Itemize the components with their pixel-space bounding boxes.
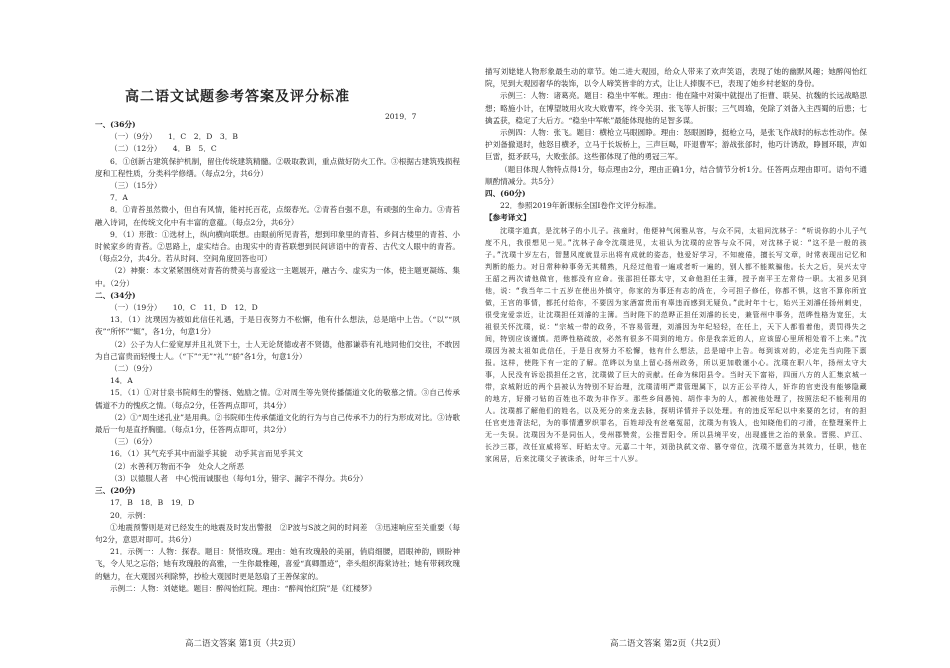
answer-column-left <box>95 119 460 595</box>
answer-line: 22．参照2019年新课标全国Ⅰ卷作文评分标准。 <box>500 201 662 211</box>
answer-line: （2）水善利万物而不争 处众人之所恶 <box>110 461 244 471</box>
answer-line: 6．①创新古建筑保护机制，留住传统建筑精髓。②吸取教训，重点做好防火工作。③根据古建筑残损程度和工程性质，分类科学修缮。（每点2分，共6分） <box>95 156 460 178</box>
page-footer-2: 高二语文答案 第2页（共2页） <box>610 639 726 649</box>
page-title: 高二语文试题参考答案及评分标准 <box>125 89 350 105</box>
answer-line: （二）（12分） 4．B 5．C <box>110 144 217 154</box>
answer-line: （3）以德服人者 中心悦而诚服也（每句1分，错字、漏字不得分。共6分） <box>110 473 368 483</box>
section-heading: 【参考译文】 <box>485 213 531 223</box>
answer-line: 示例二：人物：刘姥姥。题目：醉闯怡红院。理由：“醉闯怡红院”是《红楼梦》 <box>110 583 376 593</box>
answer-line: 21．示例一：人物：探春。题目：贤惜玫瑰。理由：她有玫瑰般的美丽，俏肩细腰，眉眼神韵，顾盼神飞，令人见之忘俗；她有玫瑰般的高雅，一生你最雅趣，喜爱“真卿墨迹”，牵头组织海棠诗社；她有带刺玫瑰的魅力，在大观园兴利除弊，抄检大观园时更是怒扇了王善保家的。 <box>95 547 460 581</box>
answer-line: 示例三：人物：诸葛亮。题目：稳坐中军帐。理由：他在隆中对策中就提出了拒曹、联吴、抗魏的长远战略思想；略施小计，在博望坡用火攻大败曹军，终令关羽、张飞等人折服；三气周瑜，免除了刘备入主西蜀的后患；七擒孟获，稳定了大后方。“稳坐中军帐”最能体现他的足智多谋。 <box>485 91 867 125</box>
answer-line: 7．A <box>110 193 128 203</box>
answer-column-right <box>485 66 867 465</box>
answer-line: 示例四：人物：张飞。题目：横枪立马眼圆睁。理由：怒眼圆睁，挺枪立马，是张飞作战时的标志性动作。保护刘备撤退时，他怒目横矛，立马于长坂桥上，三声巨喝，吓退曹军；游战张郃时，他巧计诱敌，睁圆环眼，声如巨雷，挺矛跃马，大败张郃。这些都体现了他的勇冠三军。 <box>485 128 867 162</box>
answer-line: （三）（15分） <box>110 181 162 191</box>
answer-line: （一）（19分） 10．C 11．D 12．D <box>110 303 258 313</box>
answer-page-2 <box>475 0 950 668</box>
answer-line: （一）（9分） 1．C 2．D 3．B <box>110 132 238 142</box>
answer-line: ①地震预警则是对已经发生的地震及时发出警报 ②P波与S波之间的时间差 ③迅速响应至关重要（每句2分，意思对即可。共6分） <box>95 522 460 544</box>
answer-line: 8．①青苔虽然微小，但自有风情，能衬托百花，点缀春光。②青苔自强不息，有顽强的生命力。③青苔融入诗词，在传统文化中有丰富的意蕴。（每点2分，共6分） <box>95 205 460 227</box>
translation-paragraph: 沈璞字道真，是沈林子的小儿子。孩童时，他便神气闲雅从容，与众不同，太祖问沈林子：“听说你的小儿子气度不凡，我很想见一见。”沈林子命令沈璞进见，太祖认为沈璞的应答与众不同，对沈林子说：“这不是一般的孩子。”沈璞十岁左右，智慧风度就显示出将有成就的姿态，他爱好学习，不知疲倦，擅长写文章，时常表现出记忆和判断的能力。对日常种种事务无其精熟，凡经过他看一遍或者听一遍的，别人都不能欺骗他。长大之后，吴兴太守王韶之两次请他做官，他都没有应命。张邵担任郡太守，又命他担任主簿，授予南平王左常侍一职。太祖多见到他，说：“我当年二十五岁在使出外镇守，你家的为事还有志的尚在，今可担子修任，你都不惧，这官不算你所宜做，王宫的事情，都托付给你，不要因为家酒富贵而有辜违而感到无疑负。”此时年十七，始兴王刘濬任扬州刺史，很受宠爱亲近，让沈璞担任刘濬的主簿。当时陛下的范晔正担任刘濬的长史，兼管州中事务，范晔性格为宽狂，太祖很关怀沈璞，说：“宗城一带的政务，不容易管理，刘濬因为年纪轻轻，在任上，天下人都看着他，责罚得失之间，特别应该谨慎。范晔性格疏放，必然有很多不周到的地方。你是我亲近的人，应该留心里所相处看不上来。”沈璞因为被太祖如此信任，于是日夜努力不松懈，他有什么想法，总是暗中上告。每到该对的，必定先当向陛下禀报。这样，使陛下有一定的了解。范晔以为皇上留心扬州政务，所以更加敬谨小心。沈璞在职八年，扬州太守大事，人民没有诉讼损担任之官，沈璞做了巨大的贡献。任命为秣阳县令。当时天下富裕，四面八方的人汇集京城一带，京城附近的两个县被认为特别不好治理，沈璞清明严肃管理属下，以方正公平待人，奸诈的官吏没有能够隐藏的地方，好猾刁钻的百姓也不敢为非作歹。那些乡间愚钝、胡作非为的人，都被他处理了，按照法纪不能利用的人。沈璞都了解他们的姓名，以及死分的来龙去脉，探明详情并予以处理。有的违反军纪以中来要的乞讨，有的担任官吏违背法纪，为的事情遭罗织罪名，百姓却没有丝毫冤屈，沈璞为有钱人，也知晓他们的刁滑，在整理案件上无一失误。沈璞因为不是同伍人，受州郡赞赏，公推晋阳令。所以县境平安，出现盛世之治的景象。晋熙、庐江、长沙三郡，改任宣威将军、盱眙太守。元嘉二十年，刘劭执弑文帝、篡夺帝位，沈璞不愿意为其效力，任职，他在家闲居，后来沈璞父子被诛杀，时年三十八岁。 <box>485 226 867 463</box>
answer-line: 14．A <box>110 376 133 386</box>
section-heading: 一、(36分) <box>95 120 136 129</box>
section-heading: 三、(20分) <box>95 486 136 496</box>
answer-line: 16．（1）其气充乎其中而溢乎其貌 动乎其言而见乎其文 <box>110 449 303 459</box>
answer-line: 20．示例： <box>110 510 151 520</box>
answer-line: 17．B 18．B 19．D <box>110 498 195 508</box>
answer-line: （2）公子为人仁爱宽厚并且礼贤下士，士人无论贤德或者不贤德，他都谦恭有礼地同他们交往，不敢因为自己富贵而轻慢士人。（“下”“无”“礼”“骄”各1分，句意1分） <box>95 339 460 361</box>
answer-line: 9．（1）形散：①选材上，纵向横向联想。由眼前所见青苔，想到印象里的青苔、乡间古楼里的青苔、小时候家乡的青苔。②思路上，虚实结合。由现实中的青苔联想到民间谚语中的青苔、古代文人眼中的青苔。（每点2分，共4分。若从时间、空间角度回答也可） <box>95 229 460 264</box>
section-heading: 四、(60分) <box>485 189 526 199</box>
answer-line: 13．（1）沈璞因为被如此信任礼遇，于是日夜努力不松懈，他有什么想法，总是暗中上告。（“以”“夙夜”“所怀”“辄”，各1分，句意1分） <box>95 315 460 337</box>
answer-line: （三）（6分） <box>110 437 157 447</box>
answer-line: （题目体现人物特点得1分，每点理由2分，理由正确1分，结合情节分析1分。任答两点理由即可。语句不通顺酌情减分。共5分） <box>485 164 867 186</box>
answer-line: 描写刘姥姥人物形象最生动的章节。她二进大观园，给众人带来了欢声笑语，表现了她的幽默风趣；她醉闯怡红院，见到大观园奢华的装饰，以令人啼笑皆非的方式，让让人捧腹不已，表现了她乡村老妪的身份。 <box>485 67 867 89</box>
section-heading: 二、(34分) <box>95 290 136 300</box>
answer-line: 15．（1）①对甘泉书院师生的警扬、勉励之情。②对周生等先贤传播儒道文化的敬慕之情。③自己传承儒道不力的愧疚之情。（每点2分，任答两点即可，共4分） <box>95 388 460 410</box>
answer-line: （2）①“周生述孔业”是用典。②书院师生传承儒道文化的行为与自己传承不力的行为形成对比。③诗歌最后一句是直抒胸臆。（每点1分，任答两点即可，共2分） <box>95 412 460 435</box>
answer-line: （二）（9分） <box>110 364 157 374</box>
answer-line: （2）神聚：本文紧紧围绕对青苔的赞美与喜爱这一主题展开，融古今、虚实为一体，使主题更凝练、集中。（2分） <box>95 266 460 288</box>
page-footer-1: 高二语文答案 第1页（共2页） <box>185 639 301 649</box>
exam-date: 2019．7 <box>385 112 417 121</box>
